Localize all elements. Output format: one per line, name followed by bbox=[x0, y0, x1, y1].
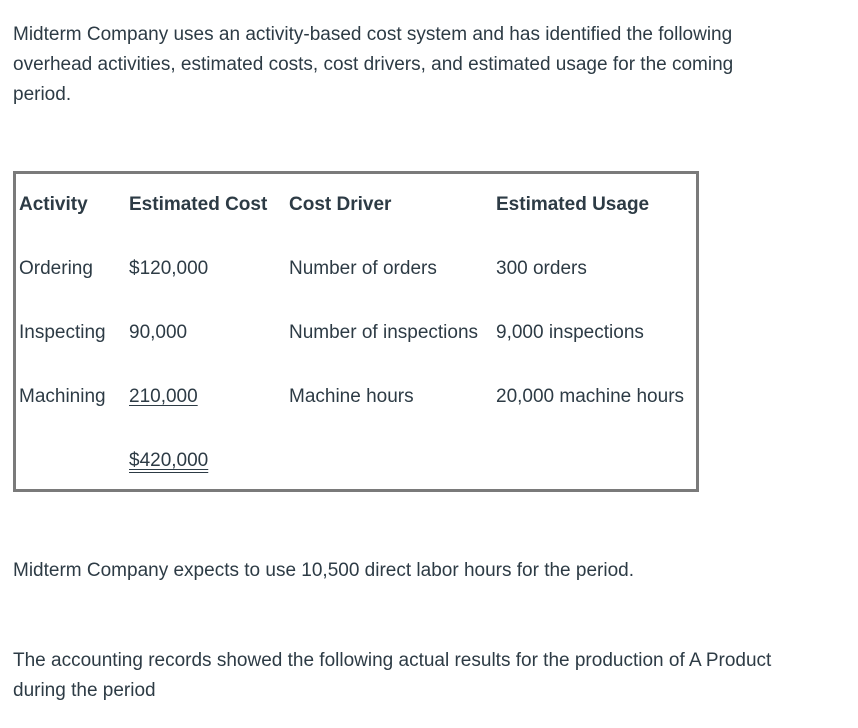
activity-cost-table bbox=[13, 171, 699, 492]
actual-results-paragraph: The accounting records showed the following actual results for the production of A Product during the period bbox=[13, 650, 772, 701]
row-estimated-cost: $120,000 bbox=[129, 258, 209, 279]
row-estimated-cost: 210,000 bbox=[129, 386, 198, 407]
row-estimated-usage: 9,000 inspections bbox=[496, 322, 644, 343]
header-estimated-cost: Estimated Cost bbox=[129, 194, 268, 215]
table-total-row bbox=[16, 446, 696, 476]
table-row bbox=[16, 254, 696, 284]
total-estimated-cost: $420,000 bbox=[129, 450, 209, 471]
table-row bbox=[16, 382, 696, 412]
row-cost-driver: Number of inspections bbox=[289, 322, 479, 343]
header-estimated-usage: Estimated Usage bbox=[496, 194, 650, 215]
row-cost-driver: Number of orders bbox=[289, 258, 437, 279]
row-cost-driver: Machine hours bbox=[289, 386, 414, 407]
row-estimated-usage: 20,000 machine hours bbox=[496, 386, 685, 407]
header-activity: Activity bbox=[19, 194, 88, 215]
labor-hours-paragraph: Midterm Company expects to use 10,500 direct labor hours for the period. bbox=[13, 560, 634, 581]
row-activity: Inspecting bbox=[19, 322, 106, 343]
row-estimated-cost: 90,000 bbox=[129, 322, 188, 343]
row-estimated-usage: 300 orders bbox=[496, 258, 587, 279]
row-activity: Ordering bbox=[19, 258, 93, 279]
intro-paragraph: Midterm Company uses an activity-based cost system and has identified the following overhead activities, estimated costs, cost drivers, and estimated usage for the coming period. bbox=[13, 24, 734, 105]
table-row bbox=[16, 318, 696, 348]
table-header-row bbox=[16, 190, 696, 220]
header-cost-driver: Cost Driver bbox=[289, 194, 392, 215]
row-activity: Machining bbox=[19, 386, 106, 407]
